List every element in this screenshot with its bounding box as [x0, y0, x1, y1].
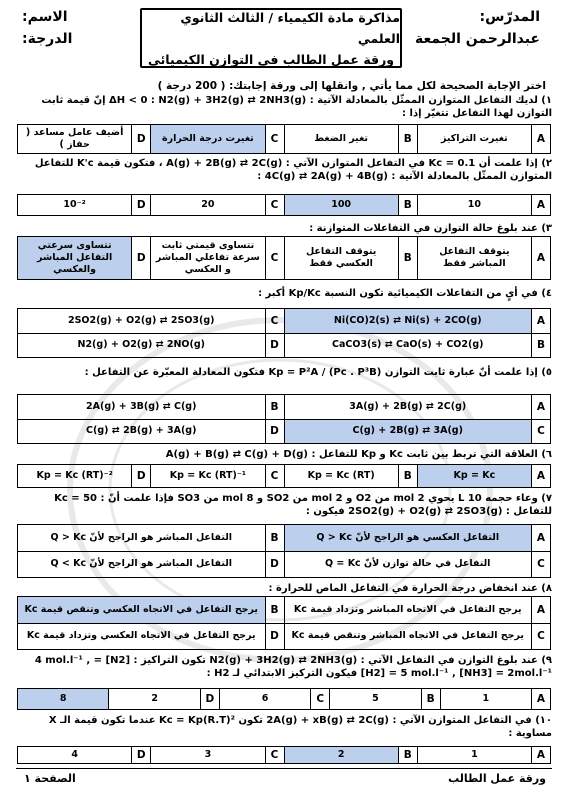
- option-letter-c: C: [265, 125, 284, 154]
- question-1-options: [17, 124, 551, 154]
- option-letter-c: C: [265, 465, 284, 488]
- teacher-block: [415, 6, 540, 50]
- instructions: اختر الإجابة الصحيحة لكل مما يأتي , وانقلها إلى ورقة إجابتك: ( 200 درجة ): [157, 80, 546, 92]
- question-5-text: ٥) إذا علمت أنّ عبارة ثابت التوازن Kp = P²A / (Pc . P³B) فتكون المعادلة المعبّرة عن التفاعل :: [84, 367, 552, 378]
- option-letter-a: A: [532, 465, 551, 488]
- q2-option-a[interactable]: 10: [417, 195, 531, 216]
- q5-option-d[interactable]: C(g) ⇄ 2B(g) + 3A(g): [18, 419, 266, 444]
- q6-option-b[interactable]: Kp = Kc (RT): [284, 465, 398, 488]
- footer-title: ورقة عمل الطالب: [448, 772, 546, 785]
- option-letter-c: C: [265, 195, 284, 216]
- option-letter-c: C: [265, 309, 284, 334]
- option-letter-c: C: [532, 623, 551, 650]
- q4-option-b[interactable]: CaCO3(s) ⇄ CaO(s) + CO2(g): [284, 333, 532, 358]
- option-letter-b: B: [398, 465, 417, 488]
- q8-option-b[interactable]: يرجح التفاعل في الاتجاه العكسي وتنقص قيمة Kc: [18, 597, 266, 624]
- option-letter-a: A: [532, 309, 551, 334]
- option-letter-a: A: [532, 597, 551, 624]
- question-5-options: [17, 394, 551, 444]
- q2-option-b[interactable]: 100: [284, 195, 398, 216]
- option-letter-b: B: [265, 525, 284, 552]
- q9-option-c[interactable]: 6: [219, 689, 310, 710]
- q9-option-b[interactable]: 5: [330, 689, 421, 710]
- option-letter-b: B: [398, 195, 417, 216]
- question-6-options: [17, 464, 551, 488]
- question-8-text: ٨) عند انخفاض درجة الحرارة في التفاعل الماص للحرارة :: [268, 583, 552, 594]
- option-letter-c: C: [532, 419, 551, 444]
- question-4-options: [17, 308, 551, 358]
- question-2-options: [17, 194, 551, 216]
- option-letter-d: D: [265, 333, 284, 358]
- footer-divider: [16, 768, 552, 769]
- question-3-options: [17, 236, 551, 280]
- q10-option-b[interactable]: 2: [284, 747, 398, 764]
- q7-option-a[interactable]: التفاعل العكسي هو الراجح لأنّ Q > Kc: [284, 525, 532, 552]
- teacher-name: عبدالرحمن الجمعة: [414, 31, 540, 47]
- q1-option-d[interactable]: أضيف عامل مساعد ( حفاز ): [18, 125, 132, 154]
- option-letter-a: A: [532, 525, 551, 552]
- q10-option-a[interactable]: 1: [417, 747, 531, 764]
- q4-option-a[interactable]: Ni(CO)2(s) ⇄ Ni(s) + 2CO(g): [284, 309, 532, 334]
- q9-option-e[interactable]: 8: [18, 689, 109, 710]
- question-10-options: [17, 746, 551, 764]
- q5-option-a[interactable]: 3A(g) + 2B(g) ⇄ 2C(g): [284, 395, 532, 420]
- question-9-options: [17, 688, 551, 710]
- q1-option-b[interactable]: تغير الضغط: [284, 125, 398, 154]
- option-letter-d: D: [132, 237, 151, 280]
- option-letter-b: B: [398, 747, 417, 764]
- q3-option-d[interactable]: تتساوى سرعتي التفاعل المباشر والعكسي: [18, 237, 132, 280]
- option-letter-b: B: [532, 333, 551, 358]
- q4-option-d[interactable]: N2(g) + O2(g) ⇄ 2NO(g): [18, 333, 266, 358]
- option-letter-c: C: [265, 237, 284, 280]
- q7-option-d[interactable]: التفاعل المباشر هو الراجح لأنّ Q < Kc: [18, 551, 266, 578]
- option-letter-d: D: [265, 419, 284, 444]
- option-letter-c: C: [532, 551, 551, 578]
- question-4-text: ٤) في أيٍ من التفاعلات الكيميائية تكون النسبة Kp/Kc أكبر :: [258, 288, 552, 299]
- option-letter-d: D: [200, 689, 219, 710]
- q7-option-b[interactable]: التفاعل المباشر هو الراجح لأنّ Q > Kc: [18, 525, 266, 552]
- q3-option-b[interactable]: يتوقف التفاعل العكسي فقط: [284, 237, 398, 280]
- question-10-text: ١٠) في التفاعل المتوازن الآتي : 2A(g) + xB(g) ⇄ 2C(g) تكون Kc = Kp(R.T)² عندما تكون قيمة الـ X مساوية :: [48, 715, 552, 739]
- question-9-text: ٩) عند بلوغ التوازن في التفاعل الآتي : N2(g) + 3H2(g) ⇄ 2NH3(g) تكون التراكيز : [N2] = 4 mol.l⁻¹ , [H2] = 5 mol.l⁻¹ , [NH3] = 2mol.l⁻¹ فيكون التركيز الابتدائي لـ H2 :: [34, 655, 552, 679]
- option-letter-b: B: [398, 125, 417, 154]
- q5-option-c[interactable]: C(g) + 2B(g) ⇄ 3A(g): [284, 419, 532, 444]
- q1-option-c[interactable]: تغيرت درجة الحرارة: [151, 125, 265, 154]
- option-letter-d: D: [132, 465, 151, 488]
- option-letter-c: C: [311, 689, 330, 710]
- q9-option-a[interactable]: 1: [440, 689, 531, 710]
- q3-option-c[interactable]: تتساوى قيمتي ثابت سرعة تفاعلي المباشر و العكسي: [151, 237, 265, 280]
- q10-option-c[interactable]: 3: [151, 747, 265, 764]
- option-letter-b: B: [421, 689, 440, 710]
- option-letter-c: C: [265, 747, 284, 764]
- grade-label: الدرجة:: [22, 31, 73, 47]
- name-label: الاسم:: [22, 9, 68, 25]
- question-3-text: ٣) عند بلوغ حالة التوازن في التفاعلات المتوازنة :: [309, 223, 552, 234]
- option-letter-a: A: [532, 195, 551, 216]
- option-letter-a: A: [532, 237, 551, 280]
- option-letter-d: D: [265, 551, 284, 578]
- option-letter-b: B: [398, 237, 417, 280]
- q10-option-d[interactable]: 4: [18, 747, 132, 764]
- option-letter-b: B: [265, 395, 284, 420]
- question-7-options: [17, 524, 551, 578]
- q1-option-a[interactable]: تغيرت التراكيز: [417, 125, 531, 154]
- question-8-options: [17, 596, 551, 650]
- q3-option-a[interactable]: يتوقف التفاعل المباشر فقط: [417, 237, 531, 280]
- option-letter-a: A: [532, 747, 551, 764]
- q2-option-d[interactable]: 10⁻²: [18, 195, 132, 216]
- q8-option-d[interactable]: يرجح التفاعل في الاتجاه العكسي وتزداد قيمة Kc: [18, 623, 266, 650]
- q5-option-b[interactable]: 2A(g) + 3B(g) ⇄ C(g): [18, 395, 266, 420]
- teacher-label: المدرّس:: [479, 9, 540, 25]
- option-letter-d: D: [132, 195, 151, 216]
- title-line-2: ورقة عمل الطالب في التوازن الكيميائي: [147, 51, 395, 67]
- q7-option-c[interactable]: التفاعل في حالة توازن لأنّ Q = Kc: [284, 551, 532, 578]
- q6-option-d[interactable]: Kp = Kc (RT)⁻²: [18, 465, 132, 488]
- option-letter-d: D: [265, 623, 284, 650]
- q4-option-c[interactable]: 2SO2(g) + O2(g) ⇄ 2SO3(g): [18, 309, 266, 334]
- q8-option-c[interactable]: يرجح التفاعل في الاتجاه المباشر وتنقص قيمة Kc: [284, 623, 532, 650]
- option-letter-a: A: [532, 125, 551, 154]
- q6-option-c[interactable]: Kp = Kc (RT)⁻¹: [151, 465, 265, 488]
- option-letter-d: D: [132, 747, 151, 764]
- question-2-text: ٢) إذا علمت أن Kc = 0.1 في التفاعل المتوازن الآتي : A(g) + 2B(g) ⇄ 2C(g) ، فتكون قيمة K'c للتفاعل المتوازن الممثّل بالمعادلة الآتية : 4C(g) ⇄ 2A(g) + 4B(g) :: [34, 158, 552, 182]
- title-line-1: مذاكرة مادة الكيمياء / الثالث الثانوي العلمي: [180, 9, 400, 46]
- option-letter-a: A: [532, 395, 551, 420]
- q9-option-d[interactable]: 2: [109, 689, 200, 710]
- question-6-text: ٦) العلاقة التي تربط بين ثابت Kc و Kp للتفاعل : A(g) + B(g) ⇄ C(g) + D(g): [165, 449, 552, 460]
- option-letter-b: B: [265, 597, 284, 624]
- q6-option-a[interactable]: Kp = Kc: [417, 465, 531, 488]
- q2-option-c[interactable]: 20: [151, 195, 265, 216]
- option-letter-d: D: [132, 125, 151, 154]
- option-letter-a: A: [532, 689, 551, 710]
- title-box: [140, 8, 402, 68]
- question-7-text: ٧) وعاء حجمه 10 L يحوي 2 mol من O2 و 2 mol من SO2 و 8 mol من SO3 فإذا علمت أنّ : Kc = 50 للتفاعل : 2SO2(g) + O2(g) ⇄ 2SO3(g) فيكون :: [54, 493, 552, 517]
- page-number: الصفحة ١: [24, 772, 76, 785]
- student-block: [22, 6, 72, 50]
- question-1-text: ١) لديك التفاعل المتوازن الممثّل بالمعادلة الآتية : ΔH < 0 : N2(g) + 3H2(g) ⇄ 2NH3(g) إنّ قيمة ثابت التوازن لهذا التفاعل تتغيّر إذا :: [41, 95, 552, 119]
- q8-option-a[interactable]: يرجح التفاعل في الاتجاه المباشر وتزداد قيمة Kc: [284, 597, 532, 624]
